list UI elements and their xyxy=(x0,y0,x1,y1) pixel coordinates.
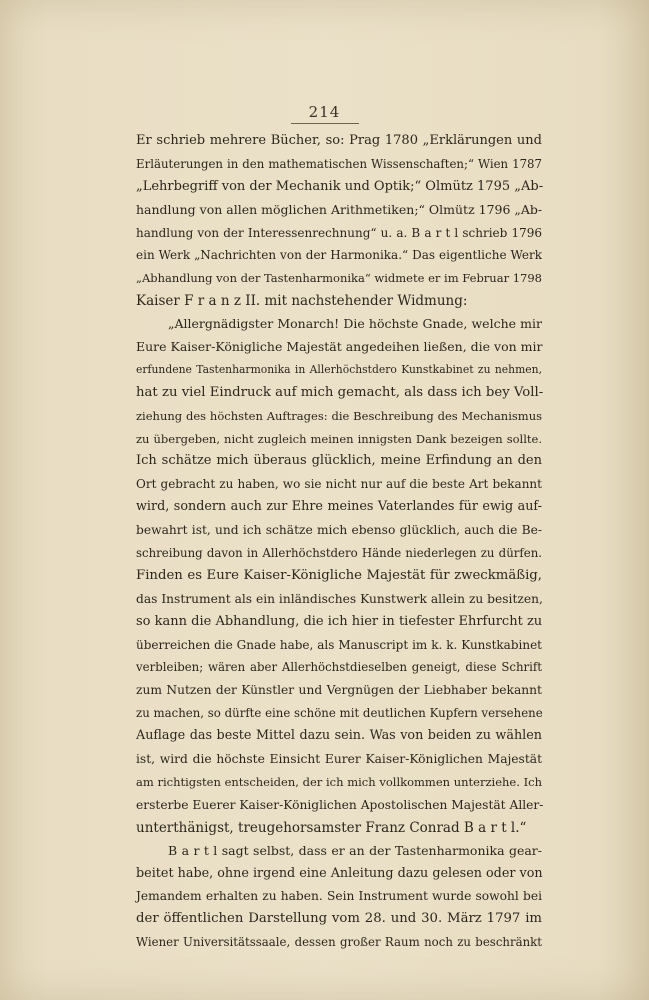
text-line: ein Werk „Nachrichten von der Harmonika.“ Das eigentliche Werk xyxy=(136,248,542,263)
text-line: hat zu viel Eindruck auf mich gemacht, als dass ich bey Voll- xyxy=(136,384,544,400)
text-line: „Allergnädigster Monarch! Die höchste Gnade, welche mir xyxy=(168,316,542,332)
text-line: zu machen, so dürfte eine schöne mit deutlichen Kupfern versehene xyxy=(136,706,543,721)
body-text xyxy=(136,130,542,954)
text-line: zu übergeben, nicht zugleich meinen innigsten Dank bezeigen sollte. xyxy=(136,431,542,446)
text-line: B a r t l sagt selbst, dass er an der Tastenharmonika gear- xyxy=(168,842,542,858)
text-line: ersterbe Euerer Kaiser-Königlichen Apostolischen Majestät Aller- xyxy=(136,797,544,812)
text-line: wird, sondern auch zur Ehre meines Vaterlandes für ewig auf- xyxy=(136,499,542,515)
text-line: schreibung davon in Allerhöchstdero Hände niederlegen zu dürfen. xyxy=(136,546,542,561)
text-line: Kaiser F r a n z II. mit nachstehender Widmung: xyxy=(136,293,468,310)
text-line: handlung von allen möglichen Arithmetiken;“ Olmütz 1796 „Ab- xyxy=(136,201,543,217)
text-line: Jemandem erhalten zu haben. Sein Instrument wurde sowohl bei xyxy=(136,889,542,904)
text-line: erfundene Tastenharmonika in Allerhöchstdero Kunstkabinet zu nehmen, xyxy=(136,362,542,376)
text-line: unterthänigst, treugehorsamster Franz Conrad B a r t l.“ xyxy=(136,819,527,836)
header-rule xyxy=(291,123,359,124)
text-line: handlung von der Interessenrechnung“ u. a. B a r t l schrieb 1796 xyxy=(136,225,542,240)
text-line: ziehung des höchsten Auftrages: die Beschreibung des Mechanismus xyxy=(136,408,542,423)
text-line: bewahrt ist, und ich schätze mich ebenso glücklich, auch die Be- xyxy=(136,523,542,538)
text-line: überreichen die Gnade habe, als Manuscript im k. k. Kunstkabinet xyxy=(136,637,542,652)
text-line: Ort gebracht zu haben, wo sie nicht nur auf die beste Art bekannt xyxy=(136,477,542,492)
text-line: Er schrieb mehrere Bücher, so: Prag 1780 „Erklärungen und xyxy=(136,133,542,148)
page-number: 214 xyxy=(308,103,341,121)
text-line: am richtigsten entscheiden, der ich mich vollkommen unterziehe. Ich xyxy=(136,774,542,789)
text-line: „Abhandlung von der Tastenharmonika“ widmete er im Februar 1798 xyxy=(136,271,542,286)
text-line: das Instrument als ein inländisches Kunstwerk allein zu besitzen, xyxy=(136,591,543,606)
text-line: Erläuterungen in den mathematischen Wissenschaften;“ Wien 1787 xyxy=(136,156,542,171)
text-line: zum Nutzen der Künstler und Vergnügen der Liebhaber bekannt xyxy=(136,683,542,698)
text-line: so kann die Abhandlung, die ich hier in tiefester Ehrfurcht zu xyxy=(136,613,543,629)
text-line: Auflage das beste Mittel dazu sein. Was von beiden zu wählen xyxy=(136,728,542,744)
text-line: Ich schätze mich überaus glücklich, meine Erfindung an den xyxy=(136,453,542,469)
text-line: Wiener Universitätssaale, dessen großer Raum noch zu beschränkt xyxy=(136,935,542,950)
text-line: Finden es Eure Kaiser-Königliche Majestät für zweckmäßig, xyxy=(136,567,542,583)
text-line: „Lehrbegriff von der Mechanik und Optik;“ Olmütz 1795 „Ab- xyxy=(136,178,544,194)
text-line: der öffentlichen Darstellung vom 28. und 30. März 1797 im xyxy=(136,911,542,927)
text-line: Eure Kaiser-Königliche Majestät angedeihen ließen, die von mir xyxy=(136,339,543,355)
text-line: beitet habe, ohne irgend eine Anleitung dazu gelesen oder von xyxy=(136,865,543,881)
text-line: verbleiben; wären aber Allerhöchstdieselben geneigt, diese Schrift xyxy=(136,660,542,675)
text-line: ist, wird die höchste Einsicht Eurer Kaiser-Königlichen Majestät xyxy=(136,752,542,767)
